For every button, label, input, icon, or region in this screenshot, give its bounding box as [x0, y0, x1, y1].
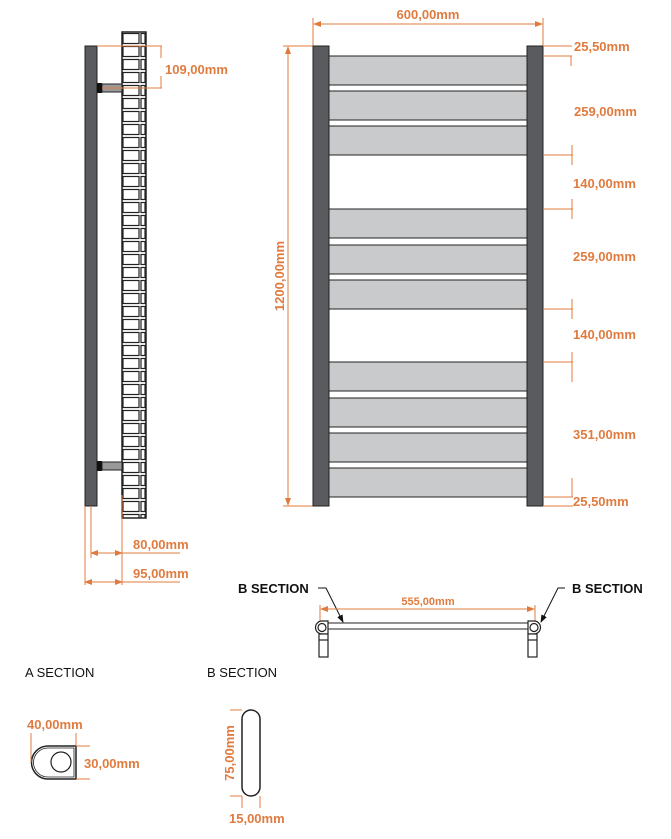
top-rail: [328, 623, 528, 629]
dim-label-gap-2: 140,00mm: [573, 327, 636, 342]
section-a-title: A SECTION: [25, 665, 95, 680]
panel: [329, 398, 527, 427]
width-dimension: [313, 7, 543, 46]
dim-label-group-1: 259,00mm: [574, 104, 637, 119]
panel: [329, 126, 527, 155]
dim-label-gap-1: 140,00mm: [573, 176, 636, 191]
width-label: 600,00mm: [396, 7, 460, 22]
section-b-width-label: 15,00mm: [229, 811, 285, 826]
section-a-height-label: 30,00mm: [84, 756, 140, 771]
callout-left-label: B SECTION: [238, 581, 309, 596]
panel: [329, 468, 527, 497]
panel-group-1: [329, 56, 527, 155]
right-post: [527, 46, 543, 506]
section-a: [25, 665, 140, 779]
panel: [329, 280, 527, 309]
vertical-dimensions: [543, 39, 637, 509]
span-label: 555,00mm: [401, 596, 455, 608]
top-view: [238, 581, 643, 657]
front-view: [272, 7, 637, 509]
wall-depth-inner-label: 80,00mm: [133, 537, 189, 552]
height-label: 1200,00mm: [272, 240, 287, 312]
panel: [329, 209, 527, 238]
wall: [122, 32, 146, 518]
height-dimension: [272, 46, 313, 506]
panel: [329, 91, 527, 120]
callout-right-label: B SECTION: [572, 581, 643, 596]
wall-bracket-bottom: [97, 461, 122, 471]
side-view: [85, 32, 228, 585]
section-b-height-label: 75,00mm: [222, 725, 237, 781]
left-post: [313, 46, 329, 506]
panel-group-3: [329, 362, 527, 497]
section-b: [207, 665, 285, 826]
dim-label-group-2: 259,00mm: [573, 249, 636, 264]
radiator-side-bar: [85, 46, 97, 506]
wall-depth-outer-label: 95,00mm: [133, 566, 189, 581]
panel-group-2: [329, 209, 527, 309]
panel: [329, 56, 527, 85]
panel: [329, 362, 527, 391]
dim-label-top-gap: 25,50mm: [574, 39, 630, 54]
dim-label-group-3: 351,00mm: [573, 427, 636, 442]
bracket-offset-label: 109,00mm: [165, 62, 228, 77]
panel: [329, 433, 527, 462]
left-post-top: [316, 621, 329, 657]
bracket-offset-dimension: [97, 46, 228, 88]
panel: [329, 245, 527, 274]
right-post-top: [528, 621, 541, 657]
section-b-title: B SECTION: [207, 665, 278, 680]
dim-label-bottom-gap: 25,50mm: [573, 494, 629, 509]
section-a-width-label: 40,00mm: [27, 717, 83, 732]
